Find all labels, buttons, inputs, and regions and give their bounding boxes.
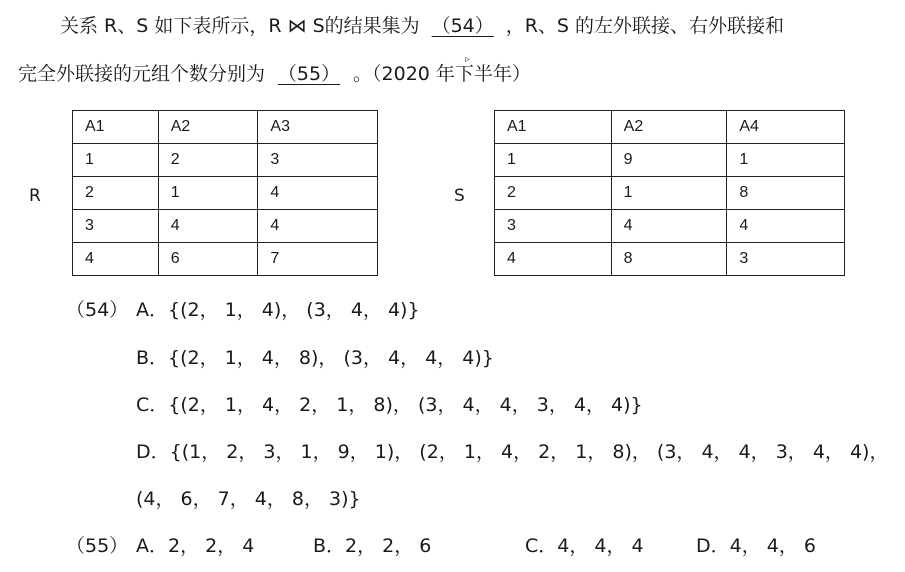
table-cell: 4 xyxy=(258,177,378,210)
table-header-row xyxy=(73,111,378,144)
table-cell: 1 xyxy=(611,177,727,210)
question-text: 关系 R、S 如下表所示，R ⋈ S的结果集为 xyxy=(60,15,420,37)
relation-r-label: R xyxy=(29,186,41,206)
table-cell: 4 xyxy=(258,210,378,243)
option-55-b[interactable]: B．2， 2， 6 xyxy=(313,535,432,557)
relation-s-table xyxy=(494,110,845,276)
answer-blank-55: （55） xyxy=(277,63,341,85)
table-cell: 2 xyxy=(73,177,159,210)
table-row xyxy=(495,144,845,177)
column-header: A4 xyxy=(727,111,845,144)
table-cell: 2 xyxy=(158,144,258,177)
table-cell: 3 xyxy=(258,144,378,177)
table-row xyxy=(73,177,378,210)
option-54-a[interactable]: A．{(2， 1， 4)， (3， 4， 4)} xyxy=(136,299,420,321)
column-header: A2 xyxy=(611,111,727,144)
table-row xyxy=(495,177,845,210)
column-header: A2 xyxy=(158,111,258,144)
option-55-a[interactable]: A．2， 2， 4 xyxy=(136,535,255,557)
mouse-cursor-icon: ▹ xyxy=(465,54,471,65)
table-cell: 1 xyxy=(727,144,845,177)
table-cell: 1 xyxy=(73,144,159,177)
option-55-c[interactable]: C．4， 4， 4 xyxy=(525,535,644,557)
question-55-number: （55） xyxy=(66,535,129,557)
question-54-number: （54） xyxy=(66,299,129,321)
relation-r-table xyxy=(72,110,378,276)
table-cell: 3 xyxy=(727,243,845,276)
table-row xyxy=(73,144,378,177)
table-cell: 8 xyxy=(611,243,727,276)
table-cell: 4 xyxy=(611,210,727,243)
option-55-d[interactable]: D．4， 4， 6 xyxy=(696,535,816,557)
option-54-d-continued[interactable]: (4， 6， 7， 4， 8， 3)} xyxy=(136,488,361,510)
column-header: A1 xyxy=(495,111,612,144)
table-cell: 7 xyxy=(258,243,378,276)
question-line-2 xyxy=(18,61,531,87)
table-cell: 4 xyxy=(727,210,845,243)
table-cell: 3 xyxy=(73,210,159,243)
question-line-1 xyxy=(60,13,784,39)
table-row xyxy=(495,243,845,276)
option-54-c[interactable]: C．{(2， 1， 4， 2， 1， 8)， (3， 4， 4， 3， 4， 4)} xyxy=(136,394,643,416)
table-cell: 8 xyxy=(727,177,845,210)
question-text: 。（2020 年下半年） xyxy=(353,63,531,85)
table-cell: 4 xyxy=(73,243,159,276)
answer-blank-54: （54） xyxy=(431,15,494,37)
table-cell: 3 xyxy=(495,210,612,243)
table-cell: 4 xyxy=(158,210,258,243)
table-cell: 4 xyxy=(495,243,612,276)
question-text: ，R、S 的左外联接、右外联接和 xyxy=(505,15,784,37)
table-cell: 6 xyxy=(158,243,258,276)
question-text: 完全外联接的元组个数分别为 xyxy=(18,63,266,85)
table-row xyxy=(73,243,378,276)
table-cell: 9 xyxy=(611,144,727,177)
table-header-row xyxy=(495,111,845,144)
option-54-d[interactable]: D．{(1， 2， 3， 1， 9， 1)， (2， 1， 4， 2， 1， 8)， (3， 4， 4， 3， 4， 4)， xyxy=(136,441,889,463)
relation-s-label: S xyxy=(454,186,465,206)
table-cell: 1 xyxy=(495,144,612,177)
table-cell: 1 xyxy=(158,177,258,210)
column-header: A3 xyxy=(258,111,378,144)
table-row xyxy=(73,210,378,243)
column-header: A1 xyxy=(73,111,159,144)
option-54-b[interactable]: B．{(2， 1， 4， 8)， (3， 4， 4， 4)} xyxy=(136,347,494,369)
table-row xyxy=(495,210,845,243)
table-cell: 2 xyxy=(495,177,612,210)
